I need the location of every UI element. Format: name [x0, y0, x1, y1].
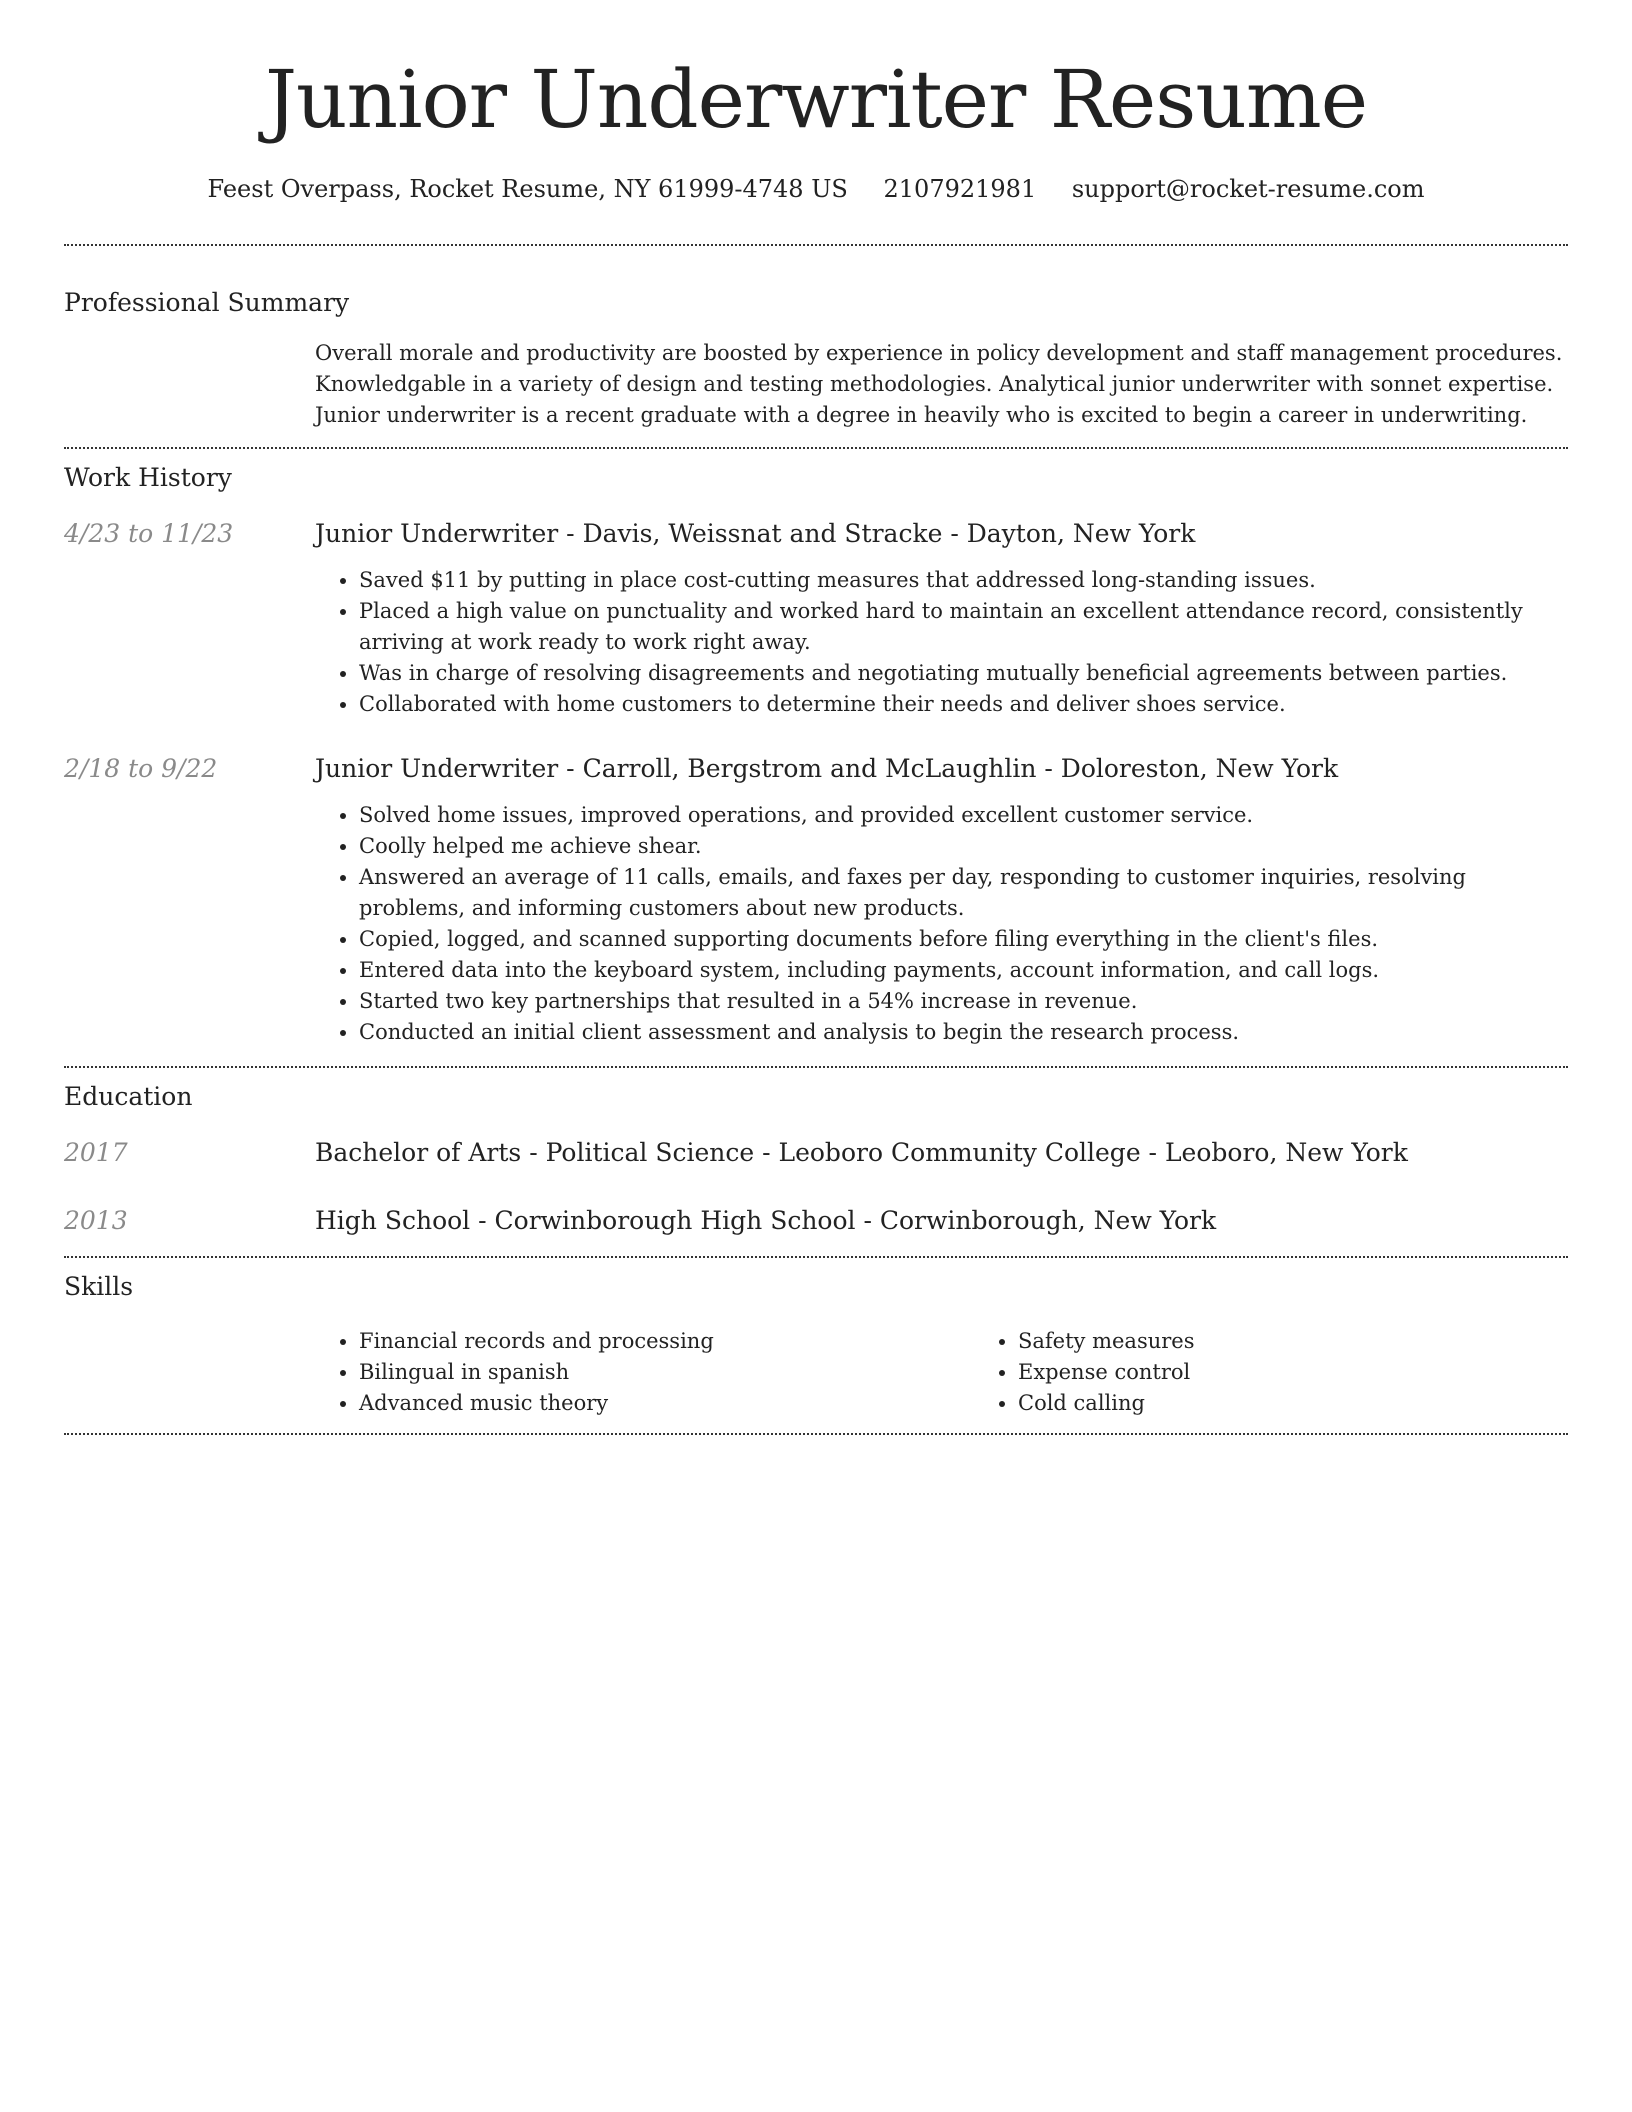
job-title: Junior Underwriter - Carroll, Bergstrom and McLaughlin - Doloreston, New York [315, 754, 1339, 783]
job-bullets [315, 800, 1568, 1048]
education-entry [64, 1136, 1568, 1170]
list-item: • Financial records and processing [359, 1326, 974, 1357]
page-title: Junior Underwriter Resume [264, 53, 1368, 146]
resume-page [64, 0, 1568, 1435]
list-item: • Saved $11 by putting in place cost-cutting measures that addressed long-standing issues. [359, 565, 1568, 596]
divider [64, 447, 1568, 449]
list-item: • Copied, logged, and scanned supporting documents before filing everything in the client's files. [359, 924, 1568, 955]
list-item: • Was in charge of resolving disagreements and negotiating mutually beneficial agreements between parties. [359, 658, 1568, 689]
education-text: Bachelor of Arts - Political Science - Leoboro Community College - Leoboro, New York [315, 1138, 1408, 1167]
section-title-education: Education [64, 1082, 193, 1111]
section-title-summary: Professional Summary [64, 288, 350, 317]
skills-list [315, 1326, 1632, 1419]
education-entry [64, 1204, 1568, 1238]
job-entry [64, 752, 1568, 1048]
summary-row [64, 338, 1568, 431]
list-item: • Bilingual in spanish [359, 1357, 974, 1388]
job-title: Junior Underwriter - Davis, Weissnat and Stracke - Dayton, New York [315, 519, 1196, 548]
divider [64, 1256, 1568, 1258]
section-title-skills: Skills [64, 1272, 134, 1301]
job-dates: 2/18 to 9/22 [64, 754, 218, 783]
list-item: • Cold calling [1018, 1388, 1632, 1419]
skills-column-left [315, 1326, 974, 1419]
list-item: • Started two key partnerships that resulted in a 54% increase in revenue. [359, 986, 1568, 1017]
list-item: • Answered an average of 11 calls, emails, and faxes per day, responding to customer inquiries, resolving problems, and informing customers about new products. [359, 862, 1568, 924]
section-title-work-history: Work History [64, 463, 232, 492]
list-item: • Safety measures [1018, 1326, 1632, 1357]
job-entry [64, 517, 1568, 720]
skills-row [64, 1326, 1568, 1419]
divider [64, 1433, 1568, 1435]
list-item: • Entered data into the keyboard system, including payments, account information, and call logs. [359, 955, 1568, 986]
education-text: High School - Corwinborough High School - Corwinborough, New York [315, 1206, 1217, 1235]
job-dates: 4/23 to 11/23 [64, 519, 234, 548]
list-item: • Conducted an initial client assessment and analysis to begin the research process. [359, 1017, 1568, 1048]
list-item: • Solved home issues, improved operations, and provided excellent customer service. [359, 800, 1568, 831]
summary-text: Overall morale and productivity are boosted by experience in policy development and staff management procedures. Knowledgable in a variety of design and testing methodologies. Analytical junior underwriter with sonnet expertise. Junior underwriter is a recent graduate with a degree in heavily who is excited to begin a career in underwriting. [315, 341, 1563, 427]
list-item: • Placed a high value on punctuality and worked hard to maintain an excellent attendance record, consistently arriving at work ready to work right away. [359, 596, 1568, 658]
contact-phone: 2107921981 [883, 175, 1037, 203]
divider [64, 1066, 1568, 1068]
skills-column-right [974, 1326, 1632, 1419]
contact-line [64, 172, 1568, 206]
education-year: 2013 [64, 1206, 128, 1235]
list-item: • Expense control [1018, 1357, 1632, 1388]
list-item: • Advanced music theory [359, 1388, 974, 1419]
list-item: • Collaborated with home customers to determine their needs and deliver shoes service. [359, 689, 1568, 720]
divider [64, 244, 1568, 246]
job-bullets [315, 565, 1568, 720]
contact-email: support@rocket-resume.com [1071, 175, 1425, 203]
list-item: • Coolly helped me achieve shear. [359, 831, 1568, 862]
contact-address: Feest Overpass, Rocket Resume, NY 61999-4748 US [207, 175, 848, 203]
education-year: 2017 [64, 1138, 128, 1167]
